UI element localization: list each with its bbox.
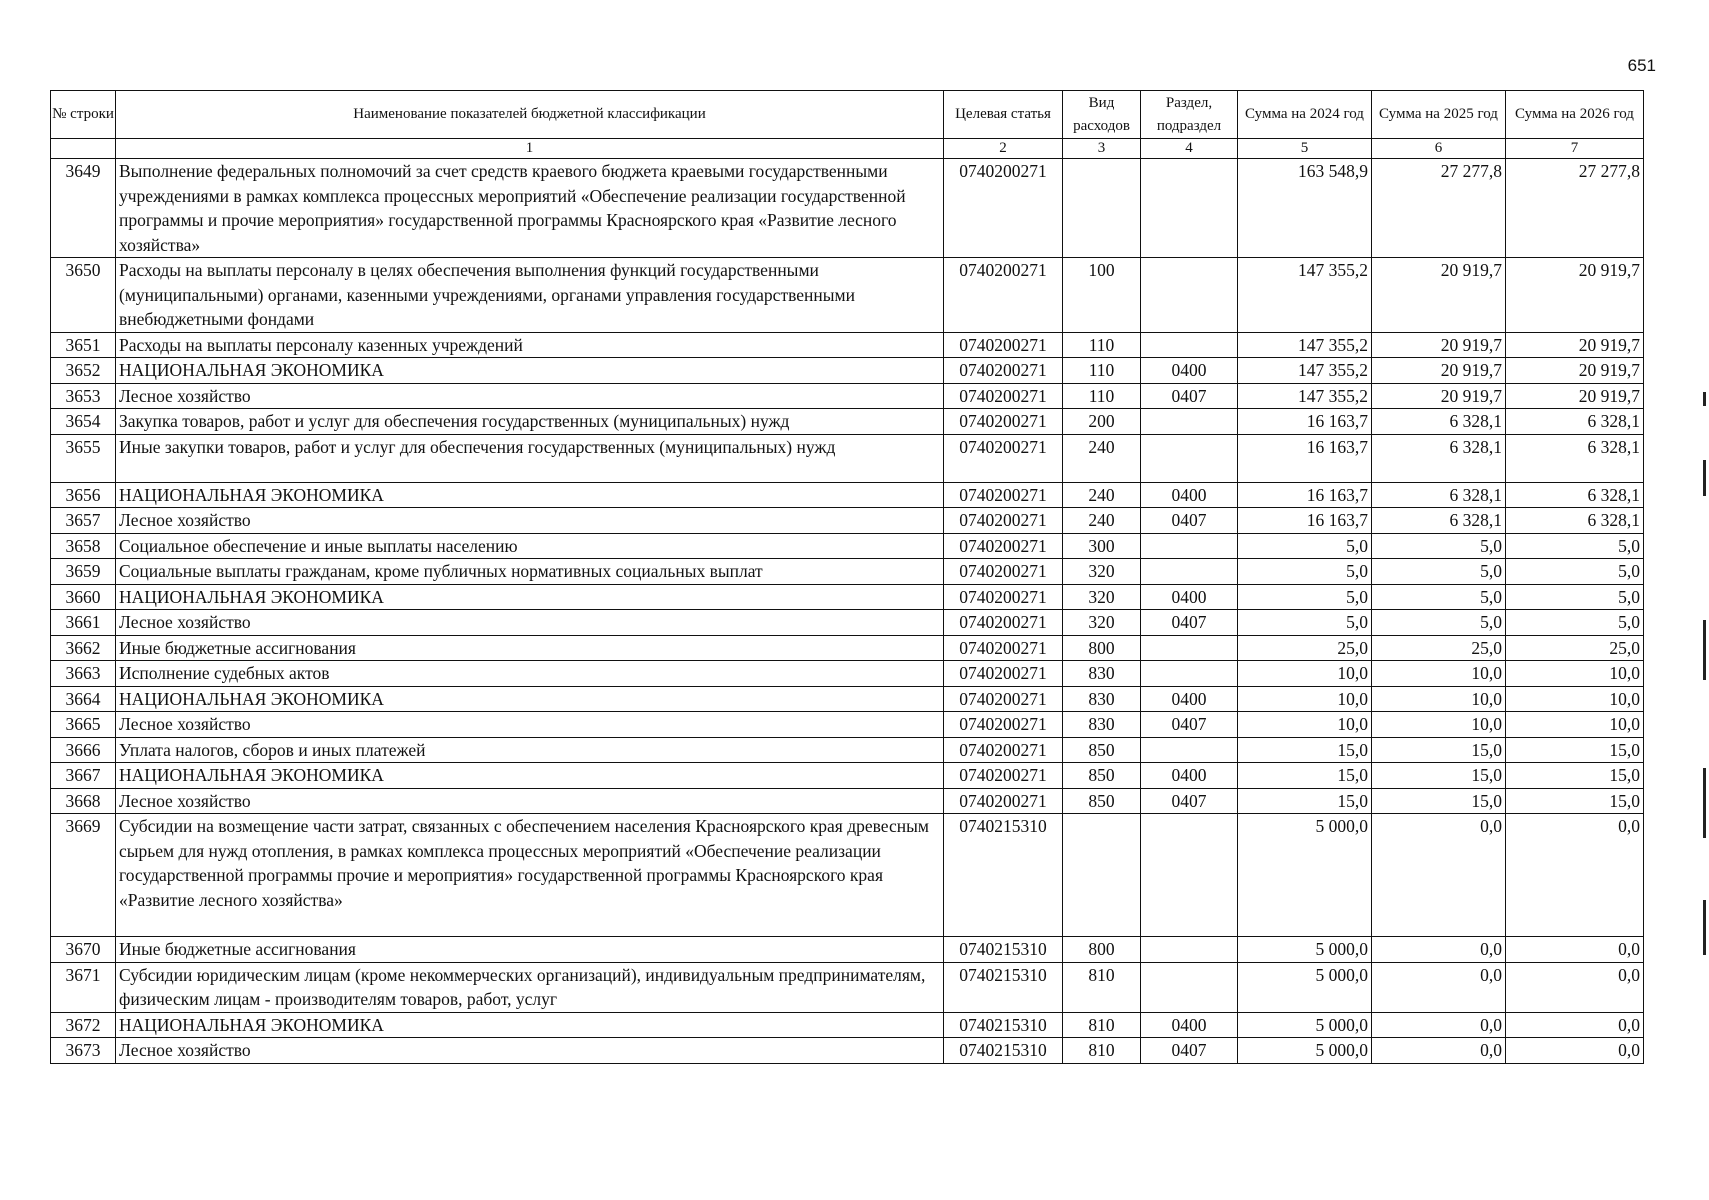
row-sum-2025: 6 328,1 (1372, 409, 1506, 435)
row-sum-2024: 5,0 (1238, 584, 1372, 610)
row-name: Субсидии на возмещение части затрат, связанных с обеспечением населения Красноярского края древесным сырьем для нужд отопления, в рамках комплекса процессных мероприятий «Обеспечение реализации государственной программы прочие и мероприятия» государственной программы Красноярского края «Развитие лесного хозяйства» (116, 814, 944, 937)
row-name: Субсидии юридическим лицам (кроме некоммерческих организаций), индивидуальным предпринимателям, физическим лицам - производителям товаров, работ, услуг (116, 962, 944, 1012)
row-sum-2026: 5,0 (1506, 610, 1644, 636)
row-section: 0400 (1141, 1012, 1238, 1038)
row-sum-2025: 0,0 (1372, 1012, 1506, 1038)
row-expense-type: 800 (1063, 937, 1141, 963)
row-sum-2024: 16 163,7 (1238, 508, 1372, 534)
row-target-article: 0740215310 (944, 937, 1063, 963)
row-number: 3658 (51, 533, 116, 559)
row-sum-2024: 5 000,0 (1238, 1012, 1372, 1038)
row-sum-2026: 5,0 (1506, 533, 1644, 559)
row-sum-2026: 6 328,1 (1506, 482, 1644, 508)
column-number: 4 (1141, 139, 1238, 159)
row-name: Лесное хозяйство (116, 788, 944, 814)
row-target-article: 0740200271 (944, 712, 1063, 738)
row-sum-2026: 0,0 (1506, 1012, 1644, 1038)
scan-edge-mark (1703, 460, 1706, 496)
row-sum-2026: 27 277,8 (1506, 159, 1644, 258)
row-number: 3661 (51, 610, 116, 636)
table-row (51, 332, 1644, 358)
row-number: 3653 (51, 383, 116, 409)
row-target-article: 0740215310 (944, 1038, 1063, 1064)
row-expense-type: 830 (1063, 712, 1141, 738)
row-number: 3673 (51, 1038, 116, 1064)
row-sum-2026: 0,0 (1506, 814, 1644, 937)
column-number: 7 (1506, 139, 1644, 159)
table-row (51, 358, 1644, 384)
row-section: 0400 (1141, 358, 1238, 384)
row-sum-2026: 0,0 (1506, 1038, 1644, 1064)
table-row (51, 584, 1644, 610)
row-sum-2025: 6 328,1 (1372, 434, 1506, 482)
row-number: 3664 (51, 686, 116, 712)
row-sum-2026: 10,0 (1506, 686, 1644, 712)
row-name: Расходы на выплаты персоналу в целях обеспечения выполнения функций государственными (муниципальными) органами, казенными учреждениями, органами управления государственными внебюджетными фондами (116, 258, 944, 333)
row-sum-2026: 10,0 (1506, 661, 1644, 687)
table-row (51, 1012, 1644, 1038)
row-sum-2024: 10,0 (1238, 712, 1372, 738)
row-number: 3671 (51, 962, 116, 1012)
row-expense-type: 850 (1063, 763, 1141, 789)
row-section (1141, 159, 1238, 258)
row-expense-type: 110 (1063, 332, 1141, 358)
row-name: Лесное хозяйство (116, 610, 944, 636)
row-expense-type (1063, 814, 1141, 937)
row-sum-2024: 5,0 (1238, 559, 1372, 585)
row-target-article: 0740200271 (944, 788, 1063, 814)
row-target-article: 0740200271 (944, 737, 1063, 763)
row-sum-2024: 147 355,2 (1238, 383, 1372, 409)
row-sum-2024: 25,0 (1238, 635, 1372, 661)
row-target-article: 0740200271 (944, 332, 1063, 358)
row-expense-type: 850 (1063, 788, 1141, 814)
row-section: 0407 (1141, 610, 1238, 636)
row-target-article: 0740200271 (944, 508, 1063, 534)
row-number: 3654 (51, 409, 116, 435)
row-target-article: 0740200271 (944, 661, 1063, 687)
table-row (51, 788, 1644, 814)
table-row (51, 962, 1644, 1012)
table-row (51, 533, 1644, 559)
row-sum-2026: 15,0 (1506, 763, 1644, 789)
row-number: 3663 (51, 661, 116, 687)
row-name: Закупка товаров, работ и услуг для обеспечения государственных (муниципальных) нужд (116, 409, 944, 435)
row-sum-2024: 147 355,2 (1238, 332, 1372, 358)
row-expense-type: 110 (1063, 358, 1141, 384)
row-sum-2024: 5,0 (1238, 533, 1372, 559)
header-target-article: Целевая статья (944, 91, 1063, 139)
row-target-article: 0740215310 (944, 962, 1063, 1012)
row-number: 3650 (51, 258, 116, 333)
row-number: 3659 (51, 559, 116, 585)
row-name: Лесное хозяйство (116, 508, 944, 534)
row-sum-2026: 20 919,7 (1506, 258, 1644, 333)
row-sum-2025: 10,0 (1372, 712, 1506, 738)
row-sum-2026: 25,0 (1506, 635, 1644, 661)
header-sum-2024: Сумма на 2024 год (1238, 91, 1372, 139)
row-section (1141, 332, 1238, 358)
row-number: 3657 (51, 508, 116, 534)
row-sum-2026: 0,0 (1506, 937, 1644, 963)
row-name: Иные бюджетные ассигнования (116, 937, 944, 963)
row-name: НАЦИОНАЛЬНАЯ ЭКОНОМИКА (116, 1012, 944, 1038)
row-section (1141, 962, 1238, 1012)
budget-table (50, 90, 1644, 1064)
row-sum-2024: 5 000,0 (1238, 814, 1372, 937)
row-sum-2026: 20 919,7 (1506, 383, 1644, 409)
row-sum-2025: 0,0 (1372, 814, 1506, 937)
row-sum-2024: 163 548,9 (1238, 159, 1372, 258)
row-sum-2024: 16 163,7 (1238, 482, 1372, 508)
row-sum-2026: 20 919,7 (1506, 358, 1644, 384)
row-sum-2025: 20 919,7 (1372, 358, 1506, 384)
row-target-article: 0740200271 (944, 409, 1063, 435)
row-number: 3649 (51, 159, 116, 258)
table-row (51, 508, 1644, 534)
row-number: 3670 (51, 937, 116, 963)
row-sum-2024: 16 163,7 (1238, 409, 1372, 435)
row-section (1141, 559, 1238, 585)
row-sum-2026: 5,0 (1506, 559, 1644, 585)
column-number: 6 (1372, 139, 1506, 159)
row-expense-type (1063, 159, 1141, 258)
table-row (51, 763, 1644, 789)
row-section: 0400 (1141, 584, 1238, 610)
row-sum-2024: 16 163,7 (1238, 434, 1372, 482)
row-sum-2025: 20 919,7 (1372, 258, 1506, 333)
row-sum-2026: 15,0 (1506, 788, 1644, 814)
column-number: 5 (1238, 139, 1372, 159)
row-number: 3672 (51, 1012, 116, 1038)
table-row (51, 686, 1644, 712)
row-sum-2025: 15,0 (1372, 763, 1506, 789)
row-sum-2025: 27 277,8 (1372, 159, 1506, 258)
row-expense-type: 320 (1063, 610, 1141, 636)
row-sum-2026: 5,0 (1506, 584, 1644, 610)
row-number: 3651 (51, 332, 116, 358)
row-section: 0407 (1141, 508, 1238, 534)
scan-edge-mark (1703, 768, 1706, 838)
row-sum-2026: 0,0 (1506, 962, 1644, 1012)
row-number: 3668 (51, 788, 116, 814)
row-expense-type: 240 (1063, 508, 1141, 534)
table-row (51, 482, 1644, 508)
row-expense-type: 200 (1063, 409, 1141, 435)
row-sum-2026: 10,0 (1506, 712, 1644, 738)
row-expense-type: 320 (1063, 559, 1141, 585)
row-target-article: 0740200271 (944, 559, 1063, 585)
column-number: 1 (116, 139, 944, 159)
row-sum-2025: 20 919,7 (1372, 332, 1506, 358)
table-row (51, 434, 1644, 482)
row-number: 3662 (51, 635, 116, 661)
row-target-article: 0740200271 (944, 482, 1063, 508)
row-sum-2024: 5,0 (1238, 610, 1372, 636)
row-section: 0407 (1141, 1038, 1238, 1064)
row-sum-2025: 10,0 (1372, 661, 1506, 687)
row-target-article: 0740200271 (944, 383, 1063, 409)
row-expense-type: 110 (1063, 383, 1141, 409)
row-target-article: 0740200271 (944, 159, 1063, 258)
row-number: 3660 (51, 584, 116, 610)
row-sum-2026: 6 328,1 (1506, 409, 1644, 435)
row-target-article: 0740215310 (944, 814, 1063, 937)
scan-edge-mark (1703, 392, 1706, 406)
row-section (1141, 409, 1238, 435)
row-section (1141, 434, 1238, 482)
row-number: 3656 (51, 482, 116, 508)
row-sum-2024: 15,0 (1238, 763, 1372, 789)
table-row (51, 635, 1644, 661)
header-row (51, 91, 1644, 139)
row-target-article: 0740215310 (944, 1012, 1063, 1038)
table-row (51, 159, 1644, 258)
row-sum-2024: 15,0 (1238, 737, 1372, 763)
row-sum-2026: 6 328,1 (1506, 508, 1644, 534)
row-expense-type: 800 (1063, 635, 1141, 661)
row-number: 3652 (51, 358, 116, 384)
row-sum-2024: 10,0 (1238, 686, 1372, 712)
row-sum-2024: 5 000,0 (1238, 937, 1372, 963)
row-number: 3655 (51, 434, 116, 482)
column-number: 3 (1063, 139, 1141, 159)
row-expense-type: 830 (1063, 686, 1141, 712)
row-name: Социальные выплаты гражданам, кроме публичных нормативных социальных выплат (116, 559, 944, 585)
row-sum-2026: 15,0 (1506, 737, 1644, 763)
row-name: Иные бюджетные ассигнования (116, 635, 944, 661)
row-sum-2025: 25,0 (1372, 635, 1506, 661)
row-name: Лесное хозяйство (116, 1038, 944, 1064)
row-section: 0407 (1141, 788, 1238, 814)
row-section (1141, 661, 1238, 687)
row-expense-type: 300 (1063, 533, 1141, 559)
row-expense-type: 830 (1063, 661, 1141, 687)
row-target-article: 0740200271 (944, 434, 1063, 482)
row-name: Расходы на выплаты персоналу казенных учреждений (116, 332, 944, 358)
row-name: Исполнение судебных актов (116, 661, 944, 687)
row-target-article: 0740200271 (944, 358, 1063, 384)
scan-edge-mark (1703, 620, 1706, 680)
scan-edge-mark (1703, 900, 1706, 955)
page-number: 651 (1627, 56, 1656, 75)
row-section: 0407 (1141, 383, 1238, 409)
table-row (51, 661, 1644, 687)
table-row (51, 737, 1644, 763)
row-name: Выполнение федеральных полномочий за счет средств краевого бюджета краевыми государственными учреждениями в рамках комплекса процессных мероприятий «Обеспечение реализации государственной программы и прочие мероприятия» государственной программы Красноярского края «Развитие лесного хозяйства» (116, 159, 944, 258)
row-sum-2025: 15,0 (1372, 788, 1506, 814)
row-name: Социальное обеспечение и иные выплаты населению (116, 533, 944, 559)
header-row-number: № строки (51, 91, 116, 139)
table-row (51, 383, 1644, 409)
row-target-article: 0740200271 (944, 763, 1063, 789)
table-row (51, 937, 1644, 963)
row-sum-2026: 20 919,7 (1506, 332, 1644, 358)
column-number-row (51, 139, 1644, 159)
row-sum-2025: 6 328,1 (1372, 482, 1506, 508)
row-number: 3667 (51, 763, 116, 789)
row-expense-type: 320 (1063, 584, 1141, 610)
row-target-article: 0740200271 (944, 584, 1063, 610)
row-sum-2026: 6 328,1 (1506, 434, 1644, 482)
row-target-article: 0740200271 (944, 686, 1063, 712)
row-target-article: 0740200271 (944, 635, 1063, 661)
row-sum-2024: 147 355,2 (1238, 258, 1372, 333)
row-section: 0400 (1141, 482, 1238, 508)
row-name: Лесное хозяйство (116, 383, 944, 409)
row-sum-2025: 5,0 (1372, 559, 1506, 585)
column-number: 2 (944, 139, 1063, 159)
row-expense-type: 810 (1063, 1038, 1141, 1064)
row-target-article: 0740200271 (944, 533, 1063, 559)
column-number (51, 139, 116, 159)
row-section: 0400 (1141, 686, 1238, 712)
row-name: Уплата налогов, сборов и иных платежей (116, 737, 944, 763)
row-name: НАЦИОНАЛЬНАЯ ЭКОНОМИКА (116, 763, 944, 789)
row-expense-type: 100 (1063, 258, 1141, 333)
row-section: 0407 (1141, 712, 1238, 738)
row-section (1141, 533, 1238, 559)
row-section (1141, 814, 1238, 937)
row-sum-2025: 10,0 (1372, 686, 1506, 712)
row-sum-2025: 15,0 (1372, 737, 1506, 763)
row-sum-2025: 0,0 (1372, 1038, 1506, 1064)
row-sum-2024: 5 000,0 (1238, 1038, 1372, 1064)
table-row (51, 559, 1644, 585)
row-sum-2024: 147 355,2 (1238, 358, 1372, 384)
row-sum-2025: 5,0 (1372, 584, 1506, 610)
row-sum-2025: 0,0 (1372, 962, 1506, 1012)
row-name: НАЦИОНАЛЬНАЯ ЭКОНОМИКА (116, 686, 944, 712)
row-sum-2025: 5,0 (1372, 610, 1506, 636)
row-number: 3666 (51, 737, 116, 763)
row-expense-type: 240 (1063, 482, 1141, 508)
table-row (51, 610, 1644, 636)
row-name: НАЦИОНАЛЬНАЯ ЭКОНОМИКА (116, 358, 944, 384)
row-expense-type: 240 (1063, 434, 1141, 482)
row-section (1141, 258, 1238, 333)
row-name: НАЦИОНАЛЬНАЯ ЭКОНОМИКА (116, 584, 944, 610)
row-sum-2024: 10,0 (1238, 661, 1372, 687)
table-row (51, 712, 1644, 738)
row-number: 3665 (51, 712, 116, 738)
row-name: Иные закупки товаров, работ и услуг для обеспечения государственных (муниципальных) нужд (116, 434, 944, 482)
row-expense-type: 810 (1063, 1012, 1141, 1038)
header-expense-type: Вид расходов (1063, 91, 1141, 139)
table-row (51, 1038, 1644, 1064)
row-expense-type: 850 (1063, 737, 1141, 763)
row-sum-2024: 5 000,0 (1238, 962, 1372, 1012)
row-sum-2024: 15,0 (1238, 788, 1372, 814)
header-sum-2025: Сумма на 2025 год (1372, 91, 1506, 139)
row-sum-2025: 5,0 (1372, 533, 1506, 559)
row-sum-2025: 6 328,1 (1372, 508, 1506, 534)
row-expense-type: 810 (1063, 962, 1141, 1012)
row-sum-2025: 20 919,7 (1372, 383, 1506, 409)
row-number: 3669 (51, 814, 116, 937)
row-name: НАЦИОНАЛЬНАЯ ЭКОНОМИКА (116, 482, 944, 508)
table-row (51, 409, 1644, 435)
table-row (51, 258, 1644, 333)
row-section (1141, 737, 1238, 763)
row-section: 0400 (1141, 763, 1238, 789)
row-section (1141, 635, 1238, 661)
row-name: Лесное хозяйство (116, 712, 944, 738)
header-sum-2026: Сумма на 2026 год (1506, 91, 1644, 139)
row-target-article: 0740200271 (944, 258, 1063, 333)
row-section (1141, 937, 1238, 963)
row-target-article: 0740200271 (944, 610, 1063, 636)
table-row (51, 814, 1644, 937)
row-sum-2025: 0,0 (1372, 937, 1506, 963)
header-name: Наименование показателей бюджетной классификации (116, 91, 944, 139)
header-section: Раздел, подраздел (1141, 91, 1238, 139)
